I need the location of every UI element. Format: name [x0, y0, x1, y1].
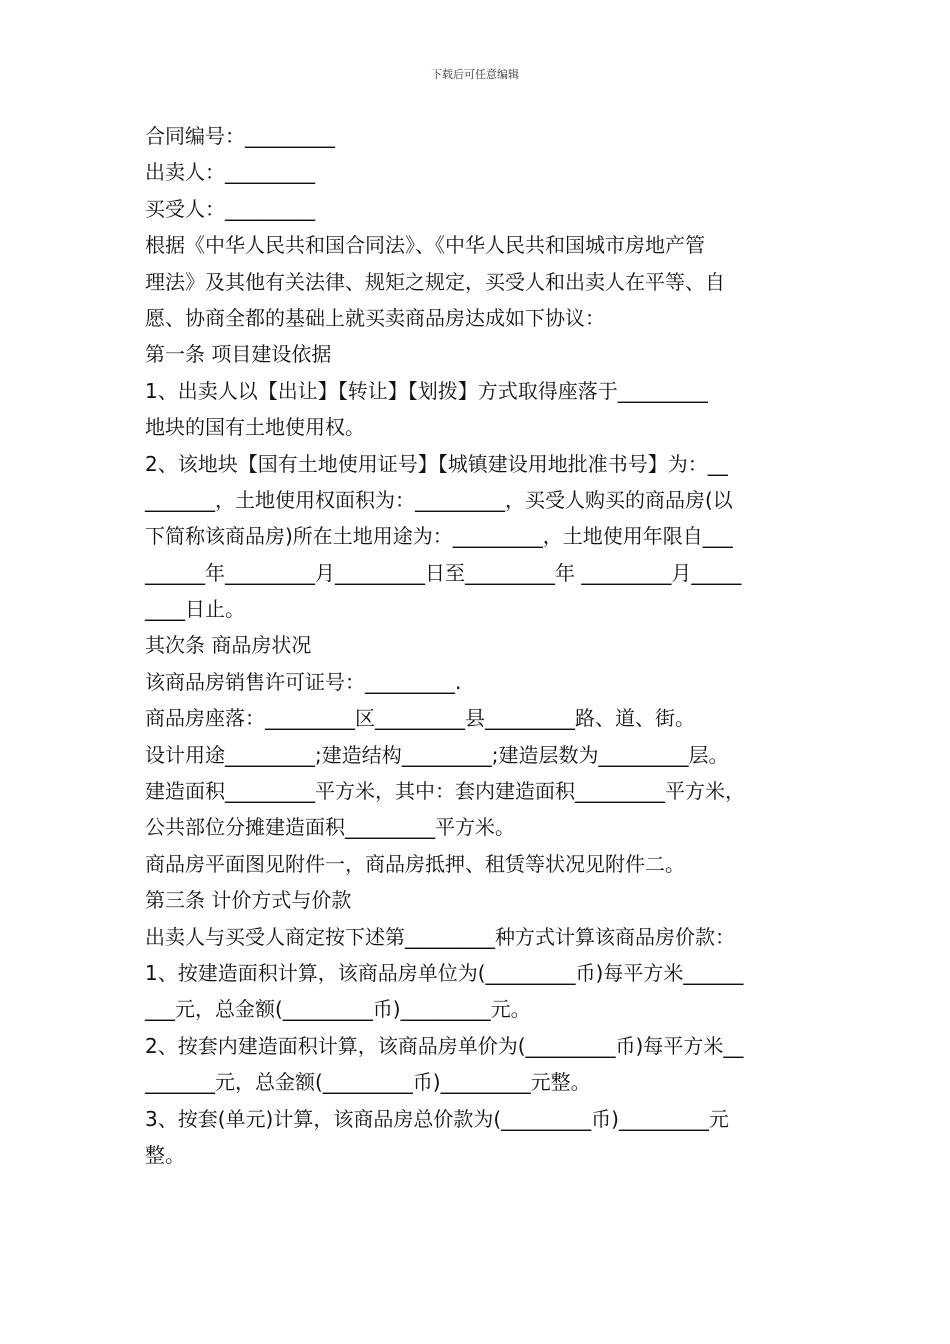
buyer-line: 买受人：_________	[145, 196, 315, 221]
contract-number-line: 合同编号：_________	[145, 124, 335, 148]
article-1-heading: 第一条 项目建设依据	[145, 342, 332, 367]
article-3-clause: _______元，总金额(_________币)_________元整。	[145, 1070, 591, 1095]
preamble-line: 理法》及其他有关法律、规矩之规定，买受人和出卖人在平等、自	[145, 269, 725, 294]
article-2-heading: 其次条 商品房状况	[145, 633, 312, 658]
article-3-clause: ___元，总金额(_________币)_________元。	[145, 997, 531, 1022]
contract-body	[145, 118, 810, 1173]
seller-line: 出卖人：_________	[145, 160, 315, 185]
article-1-clause: 地块的国有土地使用权。	[145, 415, 365, 440]
article-3-clause: 出卖人与买受人商定按下述第_________种方式计算该商品房价款：	[145, 924, 735, 949]
preamble-line: 愿、协商全都的基础上就买卖商品房达成如下协议：	[145, 305, 605, 330]
article-3-clause: 2、按套内建造面积计算，该商品房单价为(_________币)每平方米__	[145, 1033, 744, 1058]
article-2-clause: 建造面积_________平方米，其中：套内建造面积_________平方米，	[145, 779, 745, 804]
article-3-heading: 第三条 计价方式与价款	[145, 888, 352, 913]
preamble-line: 根据《中华人民共和国合同法》、《中华人民共和国城市房地产管	[145, 233, 705, 258]
article-2-clause: 该商品房销售许可证号：_________.	[145, 669, 462, 694]
article-3-clause: 3、按套(单元)计算，该商品房总价款为(_________币)_________元	[145, 1106, 729, 1131]
article-3-clause: 整。	[145, 1142, 185, 1167]
article-1-clause: 1、出卖人以【出让】【转让】【划拨】方式取得座落于_________	[145, 378, 708, 403]
article-1-clause: ____日止。	[145, 597, 245, 622]
article-2-clause: 设计用途_________;建造结构_________;建造层数为_________层。	[145, 742, 729, 767]
article-1-clause: ______年_________月_________日至_________年 _________月_____	[145, 560, 742, 585]
page-header-note: 下载后可任意编辑	[431, 68, 519, 81]
article-2-clause: 商品房平面图见附件一，商品房抵押、租赁等状况见附件二。	[145, 851, 685, 876]
article-1-clause: 下简称该商品房)所在土地用途为：_________，土地使用年限自___	[145, 524, 733, 549]
article-3-clause: 1、按建造面积计算，该商品房单位为(_________币)每平方米______	[145, 960, 744, 985]
article-1-clause: _______，土地使用权面积为：_________，买受人购买的商品房(以	[145, 487, 733, 512]
article-2-clause: 公共部位分摊建造面积_________平方米。	[145, 815, 515, 840]
article-1-clause: 2、该地块【国有土地使用证号】【城镇建设用地批准书号】为：__	[145, 451, 728, 476]
article-2-clause: 商品房座落：_________区_________县_________路、道、街。	[145, 706, 695, 731]
